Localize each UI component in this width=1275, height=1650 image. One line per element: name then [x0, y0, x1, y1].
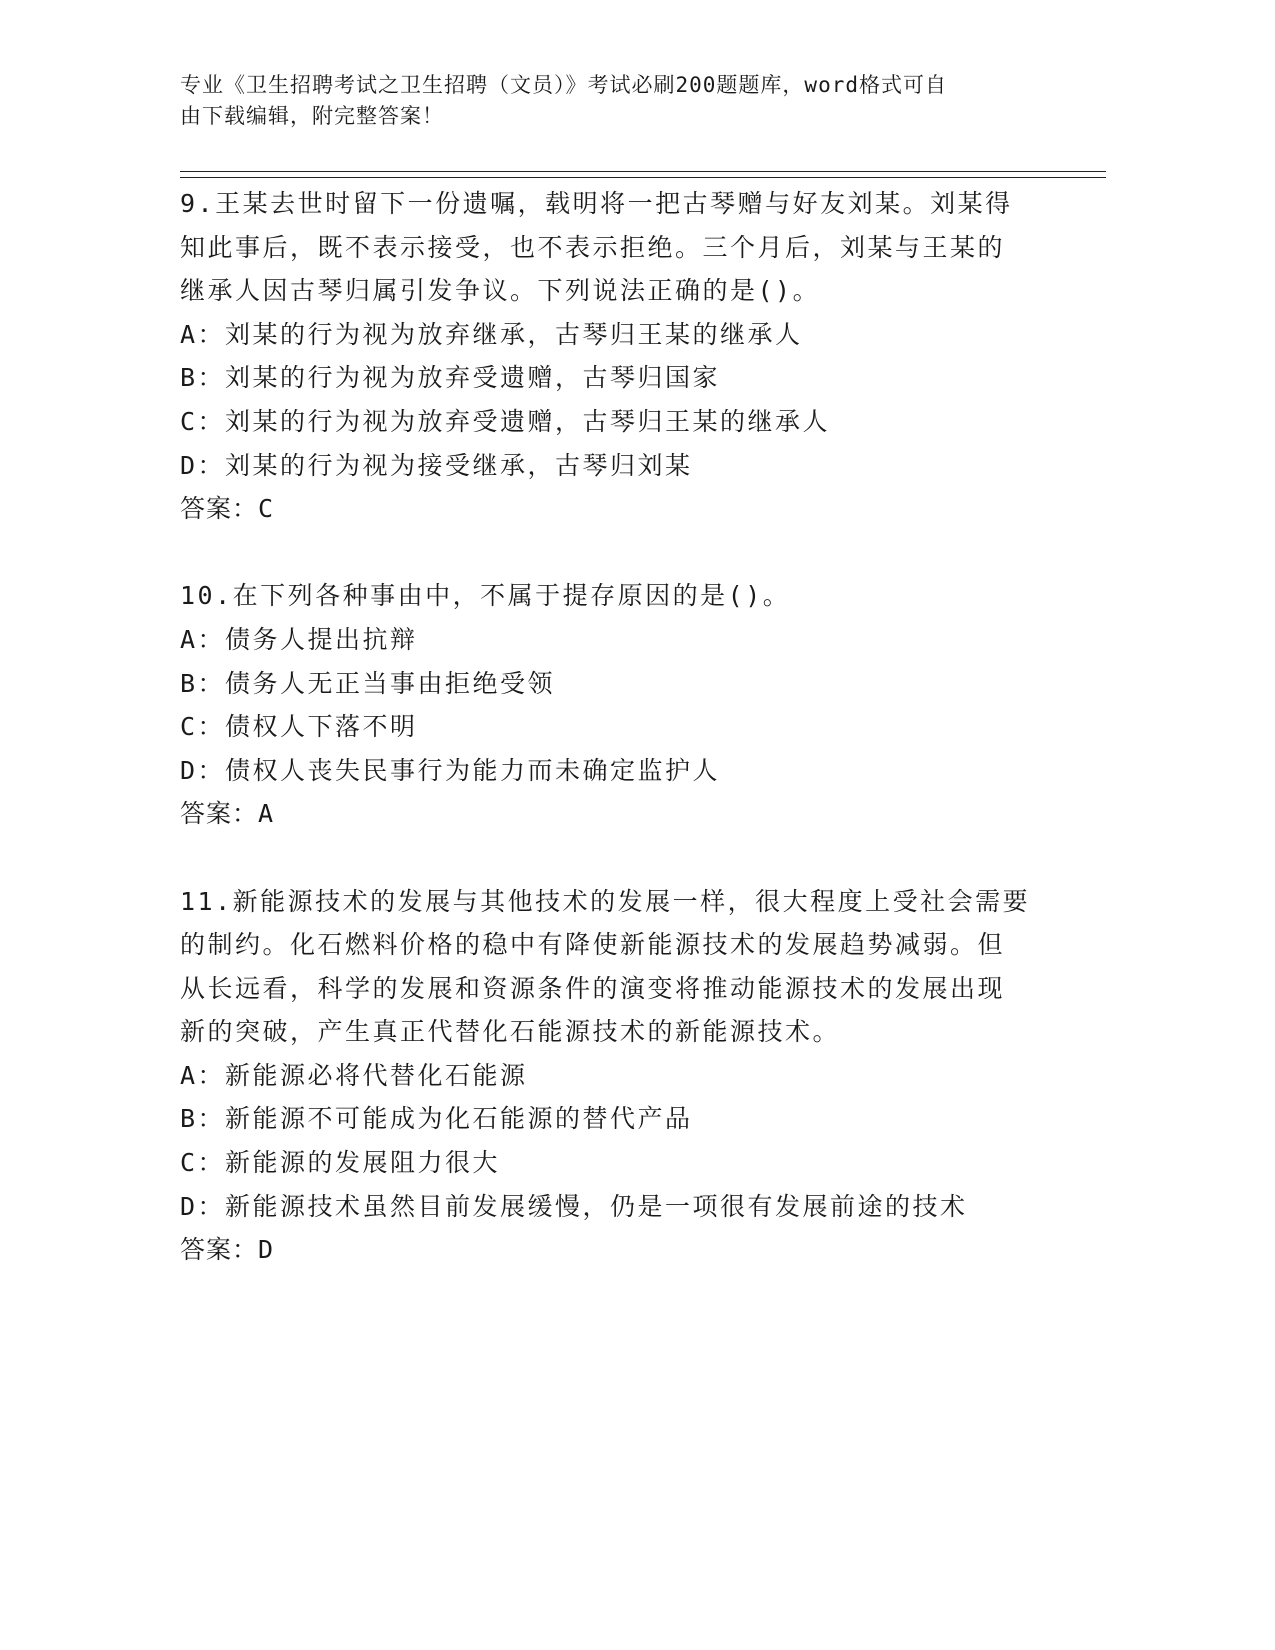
option-c: C：刘某的行为视为放弃受遗赠，古琴归王某的继承人 — [180, 406, 831, 436]
question-text — [180, 182, 1080, 313]
question-text — [180, 880, 1080, 1054]
question-text — [180, 574, 1080, 618]
spacer — [180, 531, 1080, 575]
answer-line — [180, 487, 1080, 531]
header-divider-bottom — [180, 177, 1106, 178]
question-line: 知此事后，既不表示接受，也不表示拒绝。三个月后，刘某与王某的 — [180, 232, 1006, 262]
question-line: 从长远看，科学的发展和资源条件的演变将推动能源技术的发展出现 — [180, 973, 1006, 1003]
option-d: D：新能源技术虽然目前发展缓慢，仍是一项很有发展前途的技术 — [180, 1191, 968, 1221]
question-line: 9.王某去世时留下一份遗嘱，载明将一把古琴赠与好友刘某。刘某得 — [180, 189, 1013, 218]
option-c: C：债权人下落不明 — [180, 712, 418, 742]
answer-label: 答案： — [180, 799, 259, 829]
answer-label: 答案： — [180, 494, 259, 524]
header-divider-top — [180, 171, 1106, 172]
answer-line — [180, 792, 1080, 836]
header-line-2: 由下载编辑，附完整答案！ — [180, 104, 444, 128]
answer-line — [180, 1228, 1080, 1272]
question-item — [180, 182, 1080, 531]
option-c: C：新能源的发展阻力很大 — [180, 1148, 501, 1178]
question-line: 11.新能源技术的发展与其他技术的发展一样，很大程度上受社会需要 — [180, 886, 1031, 916]
question-line: 继承人因古琴归属引发争议。下列说法正确的是()。 — [180, 276, 821, 306]
question-item — [180, 574, 1080, 836]
answer-value: C — [258, 494, 275, 524]
option-d: D：债权人丧失民事行为能力而未确定监护人 — [180, 755, 721, 785]
question-line: 的制约。化石燃料价格的稳中有降使新能源技术的发展趋势减弱。但 — [180, 930, 1006, 960]
option-a: A：债务人提出抗辩 — [180, 624, 418, 654]
document-header — [180, 70, 1060, 132]
option-d: D：刘某的行为视为接受继承，古琴归刘某 — [180, 450, 693, 480]
answer-label: 答案： — [180, 1235, 259, 1265]
option-a: A：新能源必将代替化石能源 — [180, 1060, 528, 1090]
question-line: 新的突破，产生真正代替化石能源技术的新能源技术。 — [180, 1017, 841, 1047]
answer-value: A — [258, 799, 275, 829]
question-list — [180, 182, 1080, 1272]
option-b: B：新能源不可能成为化石能源的替代产品 — [180, 1104, 693, 1134]
header-line-1: 专业《卫生招聘考试之卫生招聘（文员）》考试必刷200题题库，word格式可自 — [180, 73, 947, 97]
spacer — [180, 836, 1080, 880]
question-line: 10.在下列各种事由中，不属于提存原因的是()。 — [180, 581, 791, 611]
question-item — [180, 880, 1080, 1272]
option-b: B：刘某的行为视为放弃受遗赠，古琴归国家 — [180, 363, 721, 393]
option-b: B：债务人无正当事由拒绝受领 — [180, 668, 556, 698]
answer-value: D — [258, 1235, 275, 1265]
option-a: A：刘某的行为视为放弃继承，古琴归王某的继承人 — [180, 319, 803, 349]
